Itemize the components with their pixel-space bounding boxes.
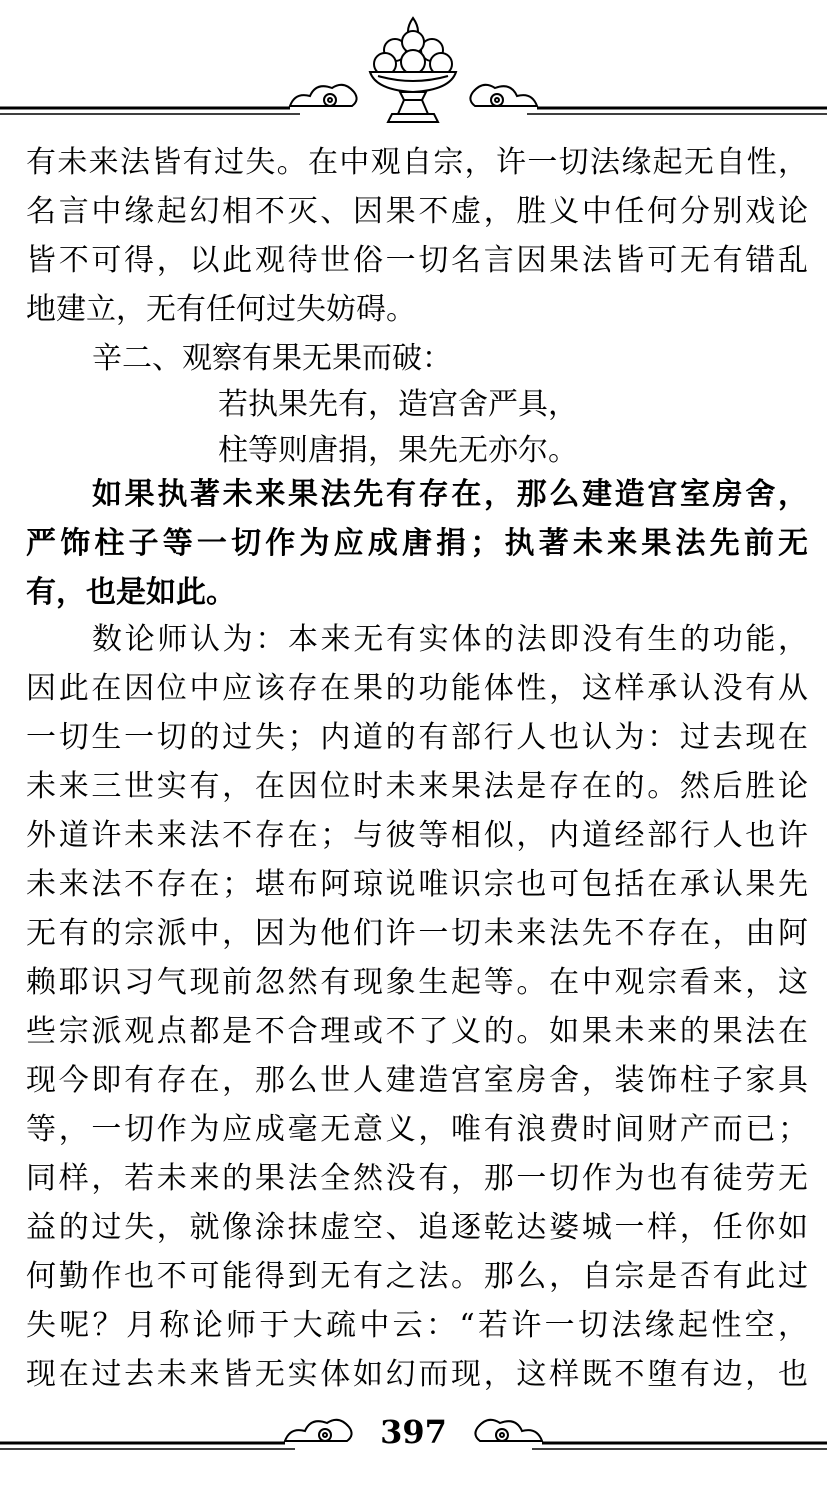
text-line: 严饰柱子等一切作为应成唐捐；执著未来果法先前无 — [26, 526, 808, 561]
header-rule-left — [0, 108, 300, 114]
text-line: 未来三世实有，在因位时未来果法是存在的。然后胜论 — [26, 769, 808, 804]
cloud-scroll-right-icon — [470, 85, 537, 106]
cloud-scroll-left-icon — [290, 85, 357, 106]
text-line: 皆不可得，以此观待世俗一切名言因果法皆可无有错乱 — [26, 243, 808, 278]
text-line: 名言中缘起幻相不灭、因果不虚，胜义中任何分别戏论 — [26, 194, 808, 229]
text-line: 未来法不存在；堪布阿琼说唯识宗也可包括在承认果先 — [26, 867, 808, 902]
text-line: 赖耶识习气现前忽然有现象生起等。在中观宗看来，这 — [26, 965, 808, 1000]
offering-bowl-icon — [370, 18, 456, 122]
text-line: 何勤作也不可能得到无有之法。那么，自宗是否有此过 — [26, 1259, 808, 1294]
text-line: 因此在因位中应该存在果的功能体性，这样承认没有从 — [26, 671, 808, 706]
text-line: 些宗派观点都是不合理或不了义的。如果未来的果法在 — [26, 1014, 808, 1049]
text-line: 外道许未来法不存在；与彼等相似，内道经部行人也许 — [26, 818, 808, 853]
header-ornament — [0, 0, 827, 135]
page-number: 397 — [380, 1413, 447, 1451]
text-line: 现在过去未来皆无实体如幻而现，这样既不堕有边，也 — [26, 1357, 808, 1392]
text-line: 无有的宗派中，因为他们许一切未来法先不存在，由阿 — [26, 916, 808, 951]
text-line: 失呢？月称论师于大疏中云：“若许一切法缘起性空， — [26, 1308, 808, 1343]
text-line: 地建立，无有任何过失妨碍。 — [26, 292, 416, 327]
section-heading: 辛二、观察有果无果而破： — [92, 341, 452, 376]
text-line: 同样，若未来的果法全然没有，那一切作为也有徒劳无 — [26, 1161, 808, 1196]
verse-line: 若执果先有，造宫舍严具， — [218, 387, 578, 422]
text-line: 有，也是如此。 — [26, 575, 236, 610]
text-line: 现今即有存在，那么世人建造宫室房舍，装饰柱子家具 — [26, 1063, 808, 1098]
verse-line: 柱等则唐捐，果先无亦尔。 — [218, 433, 578, 468]
text-line: 一切生一切的过失；内道的有部行人也认为：过去现在 — [26, 720, 808, 755]
text-line: 益的过失，就像涂抹虚空、追逐乾达婆城一样，任你如 — [26, 1210, 808, 1245]
text-line: 有未来法皆有过失。在中观自宗，许一切法缘起无自性， — [26, 145, 808, 180]
text-line: 数论师认为：本来无有实体的法即没有生的功能， — [92, 622, 808, 657]
header-rule-right — [527, 108, 827, 114]
text-line: 等，一切作为应成毫无意义，唯有浪费时间财产而已； — [26, 1112, 808, 1147]
text-line: 如果执著未来果法先有存在，那么建造宫室房舍， — [92, 477, 808, 512]
footer — [0, 1395, 827, 1486]
